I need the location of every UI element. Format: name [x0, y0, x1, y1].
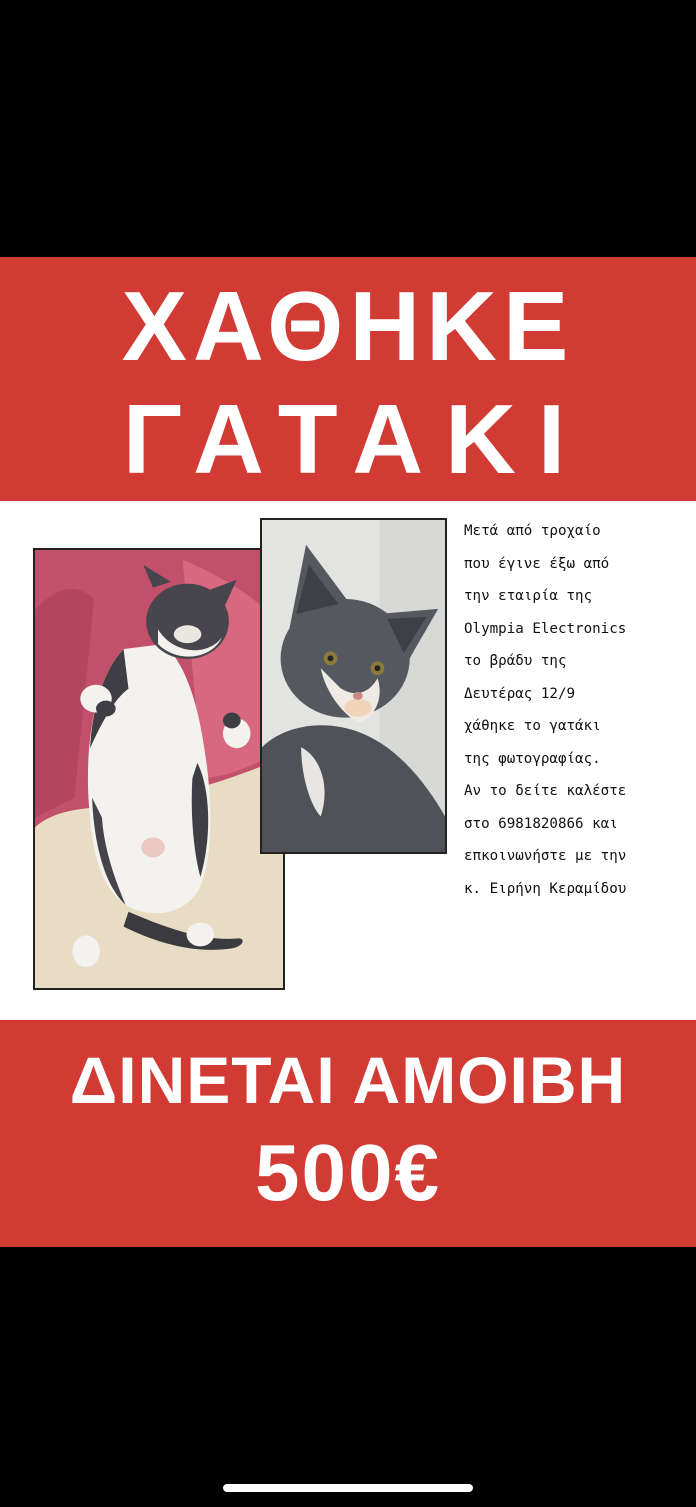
- description-line: Μετά από τροχαίο: [464, 523, 601, 539]
- description-line: χάθηκε το γατάκι: [464, 718, 601, 734]
- lost-cat-poster: [0, 257, 696, 1247]
- cat-photo-lying: [33, 548, 285, 990]
- description-line: της φωτογραφίας.: [464, 750, 601, 767]
- reward-banner: [0, 1020, 696, 1247]
- description-line: την εταιρία της: [464, 588, 593, 604]
- description-line: Δευτέρας 12/9: [464, 685, 576, 702]
- reward-text: ΔΙΝΕΤΑΙ ΑΜΟΙΒΗ: [69, 1043, 627, 1117]
- title-line-2: ΓΑΤΑΚΙ: [122, 384, 588, 494]
- cat-photo-portrait-image: [262, 520, 445, 852]
- title-banner: [0, 257, 696, 501]
- description-line: Αν το δείτε καλέστε: [464, 783, 627, 799]
- cat-photo-lying-image: [35, 550, 283, 988]
- reward-amount: 500€: [255, 1128, 441, 1217]
- description-line: κ. Ειρήνη Κεραμίδου: [464, 880, 627, 897]
- description-line: Olympia Electronics: [464, 620, 627, 637]
- description-line: που έγινε έξω από: [464, 555, 610, 572]
- home-indicator[interactable]: [223, 1484, 473, 1492]
- cat-photo-portrait: [260, 518, 447, 854]
- description-line: το βράδυ της: [464, 653, 567, 669]
- description-line: επκοινωνήστε με την: [464, 848, 627, 864]
- description-line: στο 6981820866 και: [464, 815, 618, 832]
- title-line-1: ΧΑΘΗΚΕ: [121, 271, 575, 381]
- description-text: [464, 515, 692, 905]
